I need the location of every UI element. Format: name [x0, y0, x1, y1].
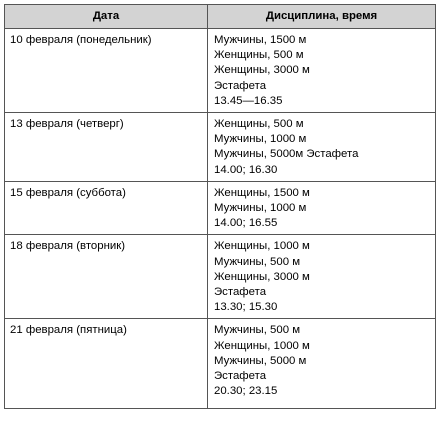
discipline-line: Эстафета — [214, 79, 267, 92]
header-date: Дата — [5, 5, 208, 29]
time-line: 14.00; 16.30 — [214, 163, 278, 176]
discipline-line: Мужчины, 1000 м — [214, 202, 307, 215]
discipline-line: Мужчины, 5000м Эстафета — [214, 148, 359, 161]
date-cell: 13 февраля (четверг) — [5, 113, 208, 182]
discipline-line: Женщины, 1500 м — [214, 186, 310, 199]
header-row — [5, 5, 436, 29]
table-row — [5, 29, 436, 113]
time-line: 20.30; 23.15 — [214, 385, 278, 398]
time-line: 13.30; 15.30 — [214, 301, 278, 314]
header-discipline: Дисциплина, время — [208, 5, 436, 29]
date-cell: 10 февраля (понедельник) — [5, 29, 208, 113]
discipline-line: Женщины, 3000 м — [214, 270, 310, 283]
discipline-line: Мужчины, 500 м — [214, 324, 301, 337]
time-line: 14.00; 16.55 — [214, 217, 278, 230]
discipline-line: Мужчины, 500 м — [214, 255, 301, 268]
discipline-cell — [208, 319, 436, 409]
table-row — [5, 235, 436, 319]
discipline-line: Мужчины, 5000 м — [214, 354, 307, 367]
discipline-line: Женщины, 500 м — [214, 118, 304, 131]
discipline-line: Эстафета — [214, 286, 267, 299]
discipline-cell — [208, 181, 436, 235]
discipline-line: Женщины, 1000 м — [214, 339, 310, 352]
table-row — [5, 113, 436, 182]
discipline-line: Эстафета — [214, 370, 267, 383]
discipline-line: Мужчины, 1000 м — [214, 133, 307, 146]
table-header — [5, 5, 436, 29]
discipline-line: Мужчины, 1500 м — [214, 34, 307, 46]
table-row — [5, 181, 436, 235]
discipline-line: Женщины, 1000 м — [214, 240, 310, 253]
discipline-cell — [208, 113, 436, 182]
time-line: 13.45—16.35 — [214, 94, 283, 107]
discipline-cell — [208, 29, 436, 113]
date-cell: 15 февраля (суббота) — [5, 181, 208, 235]
discipline-line: Женщины, 500 м — [214, 49, 304, 62]
discipline-cell — [208, 235, 436, 319]
discipline-line: Женщины, 3000 м — [214, 64, 310, 77]
table-body — [5, 29, 436, 409]
date-cell: 18 февраля (вторник) — [5, 235, 208, 319]
schedule-table — [4, 4, 436, 409]
table-row — [5, 319, 436, 409]
date-cell: 21 февраля (пятница) — [5, 319, 208, 409]
